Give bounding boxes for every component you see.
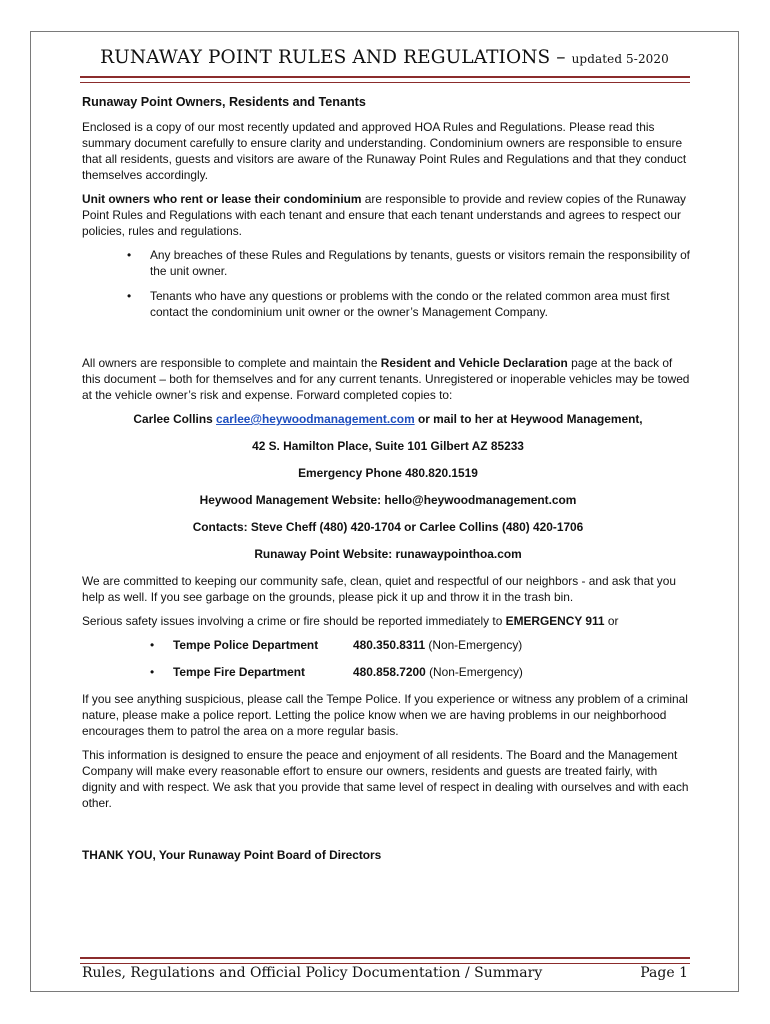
department-number: 480.350.8311 [353,638,426,652]
document-page [30,31,739,992]
department-name: Tempe Fire Department [173,665,305,679]
owners-text: are responsible to provide and review copies of the Runaway Point Rules and Regulations with each tenant and ensure that each tenant understands and agrees to respect our policies, rules and regulations. [82,192,687,238]
intro-heading: Runaway Point Owners, Residents and Tenants [82,95,366,109]
owners-emphasis: Unit owners who rent or lease their condominium [82,192,362,206]
community-paragraph: We are committed to keeping our community safe, clean, quiet and respectful of our neighbors - and ask that you help as well. If you see garbage on the grounds, please pick it up and throw it in the trash bin. [82,574,676,604]
declaration-pre: All owners are responsible to complete and maintain the [82,356,381,370]
declaration-paragraph [82,355,694,403]
suspicious-paragraph: If you see anything suspicious, please call the Tempe Police. If you experience or witness any problem of a criminal nature, please make a police report. Letting the police know when we are having problems in our neighborhood encourages them to patrol the area on a more regular basis. [82,692,688,738]
list-item [173,637,694,653]
spacer [82,329,694,355]
owners-paragraph [82,191,694,239]
list-item: • Any breaches of these Rules and Regulations by tenants, guests or visitors remain the responsibility of the unit owner. [150,247,694,279]
department-name: Tempe Police Department [173,638,319,652]
department-note: (Non-Emergency) [429,665,523,679]
contact-address: 42 S. Hamilton Place, Suite 101 Gilbert AZ 85233 [252,439,524,453]
safety-pre: Serious safety issues involving a crime or fire should be reported immediately to [82,614,506,628]
page-title [31,47,738,68]
emergency-phone: Emergency Phone 480.820.1519 [298,466,478,480]
peace-paragraph: This information is designed to ensure the peace and enjoyment of all residents. The Board and the Management Company will make every reasonable effort to ensure our owners, residents and guests are treated fairly, with dignity and with respect. We ask that you provide that same level of respect in dealing with ourselves and with each other. [82,748,689,810]
header-rule [80,76,690,83]
runaway-point-website: Runaway Point Website: runawaypointhoa.com [254,547,522,561]
contact-email-link[interactable]: carlee@heywoodmanagement.com [216,412,415,426]
contact-line [82,411,694,427]
safety-paragraph [82,613,694,629]
safety-post: or [604,614,619,628]
footer-title: Rules, Regulations and Official Policy Documentation / Summary [82,965,543,981]
department-list [82,637,694,680]
footer-rule [80,957,690,964]
list-item: • Tenants who have any questions or problems with the condo or the related common area must first contact the condominium unit owner or the owner’s Management Company. [150,288,694,320]
updated-date: updated 5-2020 [571,52,669,66]
intro-paragraph: Enclosed is a copy of our most recently updated and approved HOA Rules and Regulations. Please read this summary document carefully to ensure clarity and understanding. Condominium owners are responsible to ensure that all residents, guests and visitors are aware of the Runaway Point Rules and Regulations and that they conduct themselves accordingly. [82,120,687,182]
department-number: 480.858.7200 [353,665,426,679]
declaration-post: page at the back of this document – both for themselves and for any current tenants. Unregistered or inoperable vehicles may be towed at the vehicle owner’s risk and expense. Forward completed copies to: [82,356,690,402]
title-text: RUNAWAY POINT RULES AND REGULATIONS – [100,47,566,68]
responsibility-list [82,247,694,320]
thank-you-line: THANK YOU, Your Runaway Point Board of Directors [82,848,382,862]
contact-name: Carlee Collins [133,412,213,426]
list-item [173,664,694,680]
contact-people: Contacts: Steve Cheff (480) 420-1704 or Carlee Collins (480) 420-1706 [192,520,584,534]
emergency-911: EMERGENCY 911 [505,614,605,628]
declaration-emphasis: Resident and Vehicle Declaration [380,356,568,370]
management-website: Heywood Management Website: hello@heywoodmanagement.com [199,493,577,507]
department-note: (Non-Emergency) [428,638,523,652]
page-number: Page 1 [640,965,688,981]
document-body [82,94,694,871]
spacer [82,819,694,847]
contact-mail-text: or mail to her at Heywood Management, [417,412,643,426]
